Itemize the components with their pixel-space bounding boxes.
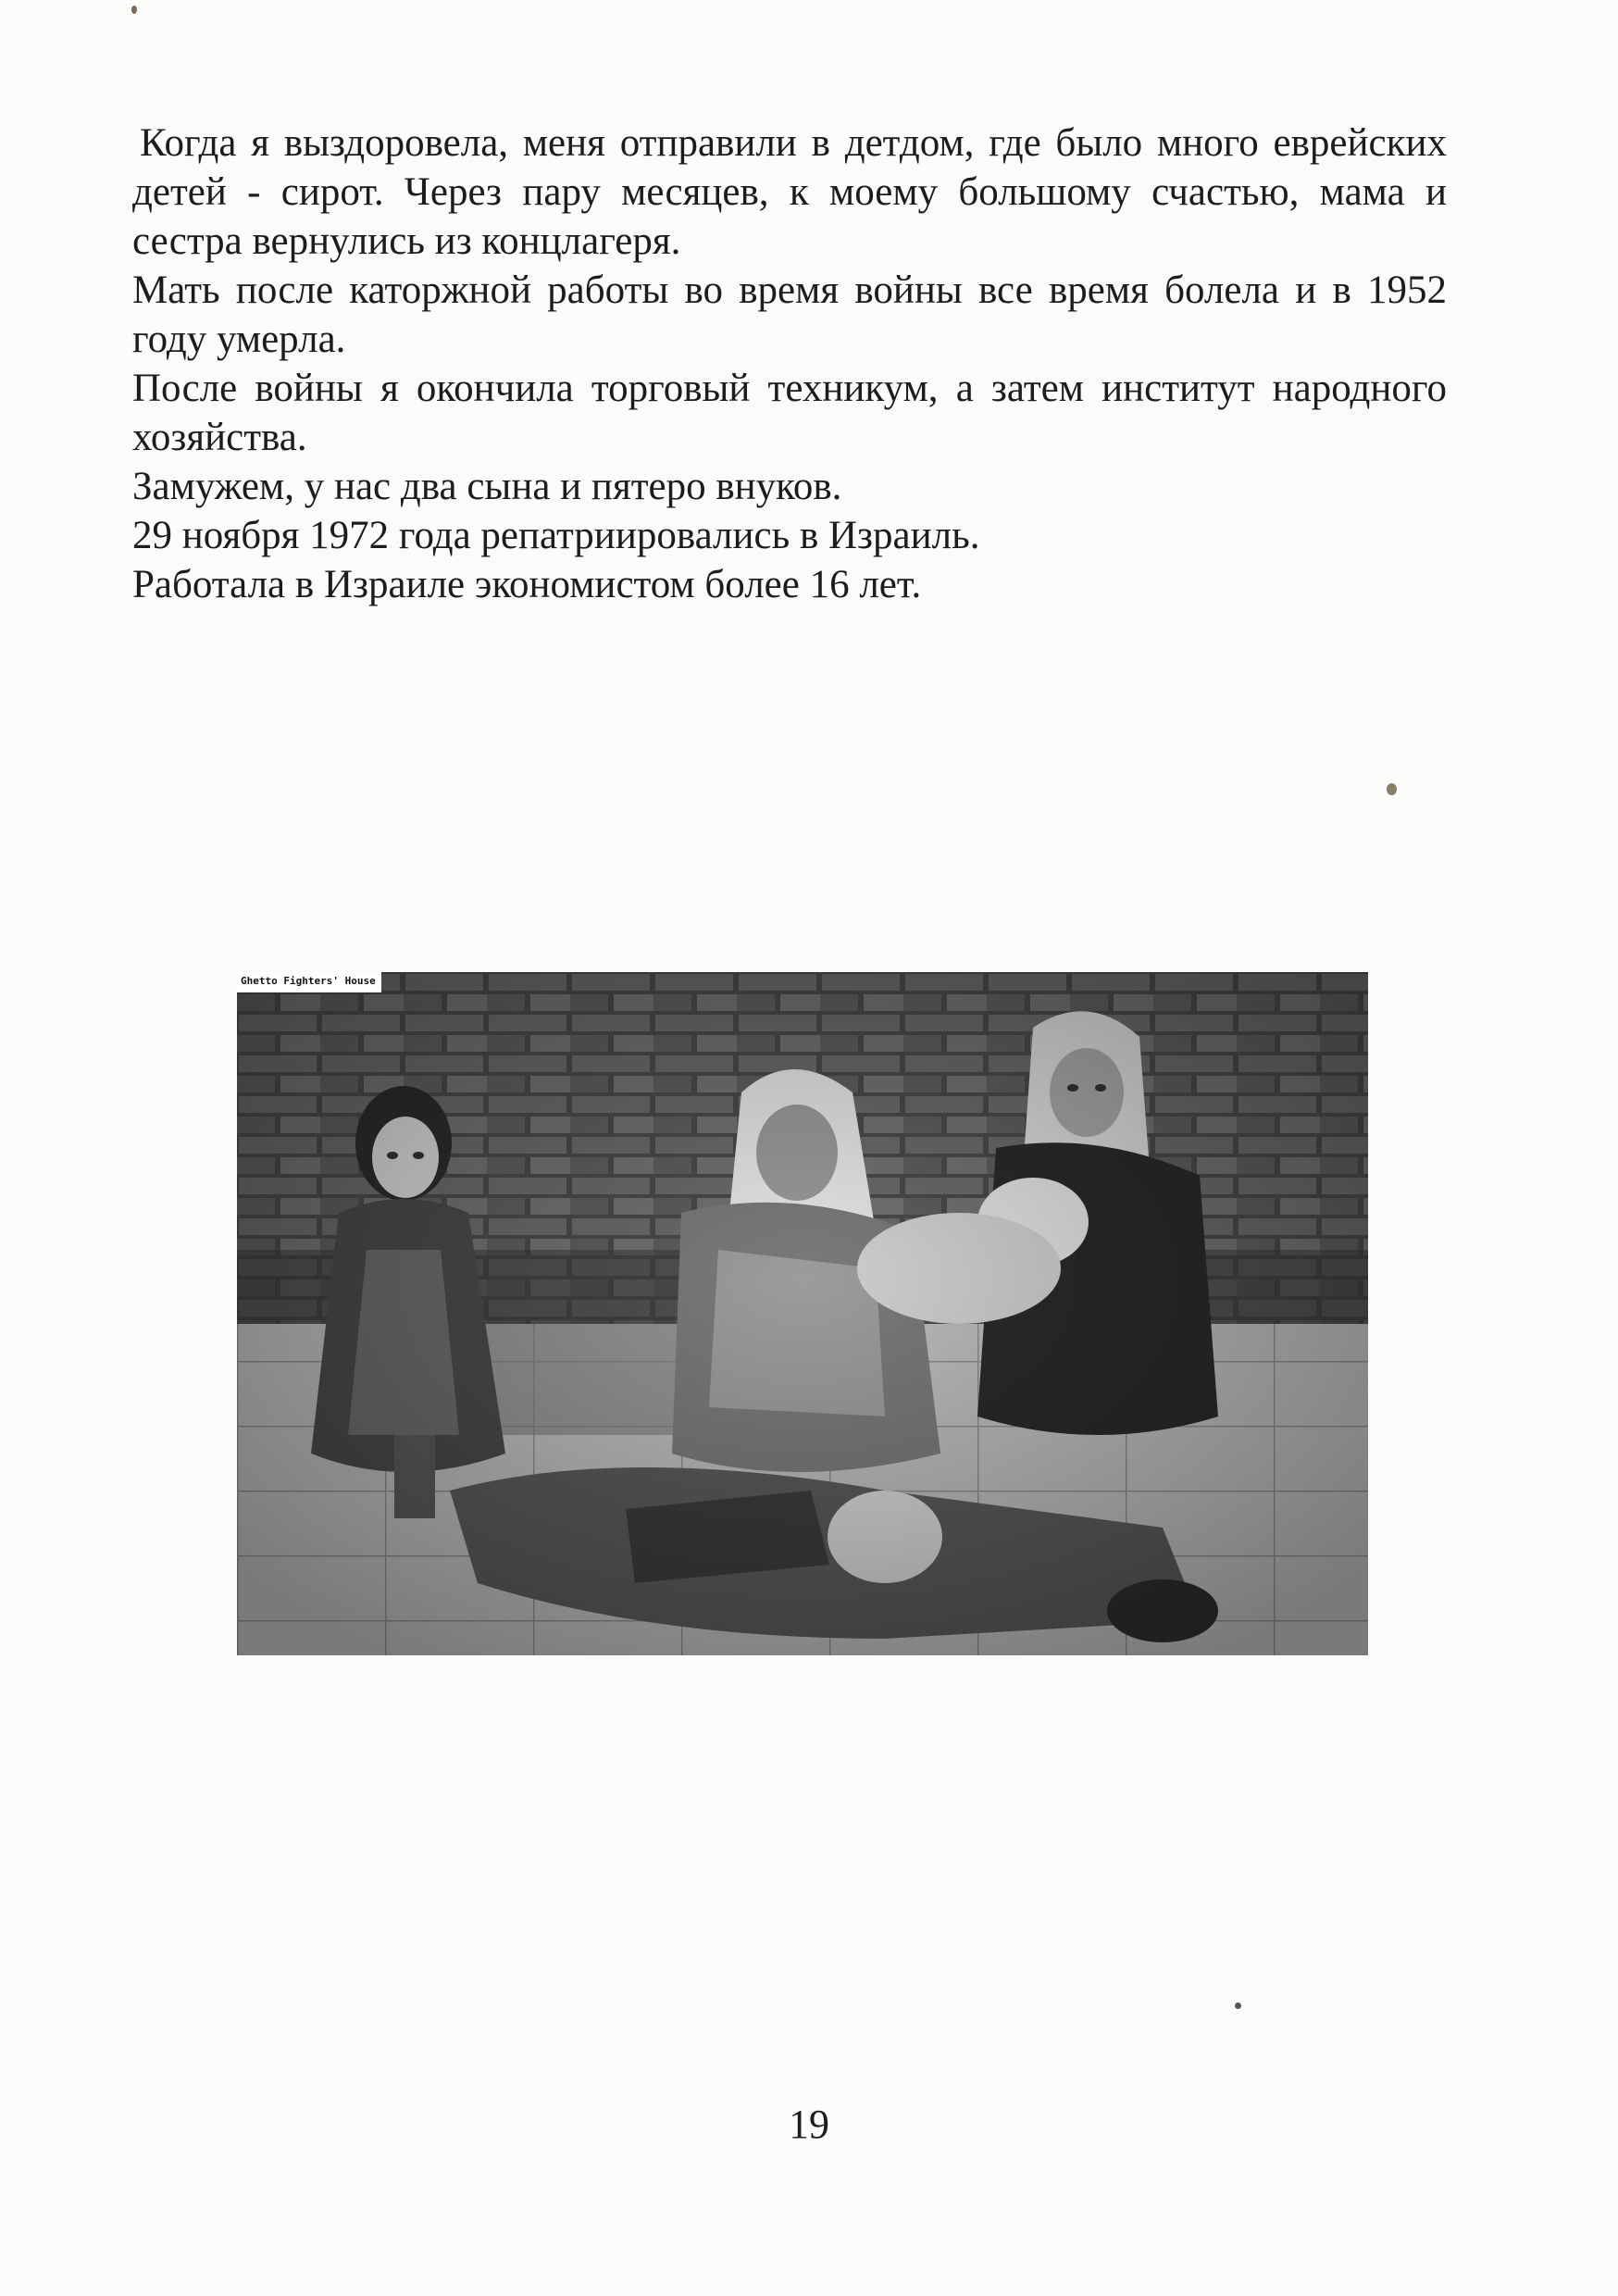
photo-illustration [237, 972, 1368, 1655]
scan-speck [1387, 783, 1397, 795]
paragraph-5: 29 ноября 1972 года репатриировались в Израиль. [132, 514, 980, 557]
paragraph-2: Мать после каторжной работы во время войны все время болела и в 1952 году умерла. [132, 268, 1447, 361]
paragraph-6: Работала в Израиле экономистом более 16 лет. [132, 563, 922, 606]
photo-credit-label: Ghetto Fighters' House [237, 972, 381, 992]
paragraph-1: Когда я выздоровела, меня отправили в детдом, где было много еврейских детей - сирот. Через пару месяцев, к моему большому счастью, мама и сестра вернулись из концлагеря. [132, 121, 1447, 263]
paragraph-4: Замужем, у нас два сына и пятеро внуков. [132, 465, 842, 508]
page-number: 19 [789, 2102, 829, 2147]
scan-speck [1235, 2003, 1241, 2009]
paragraph-3: После войны я окончила торговый техникум, а затем институт народного хозяйства. [132, 367, 1447, 459]
scan-speck [131, 6, 137, 14]
body-text [132, 119, 1447, 609]
historical-photo [237, 972, 1368, 1655]
